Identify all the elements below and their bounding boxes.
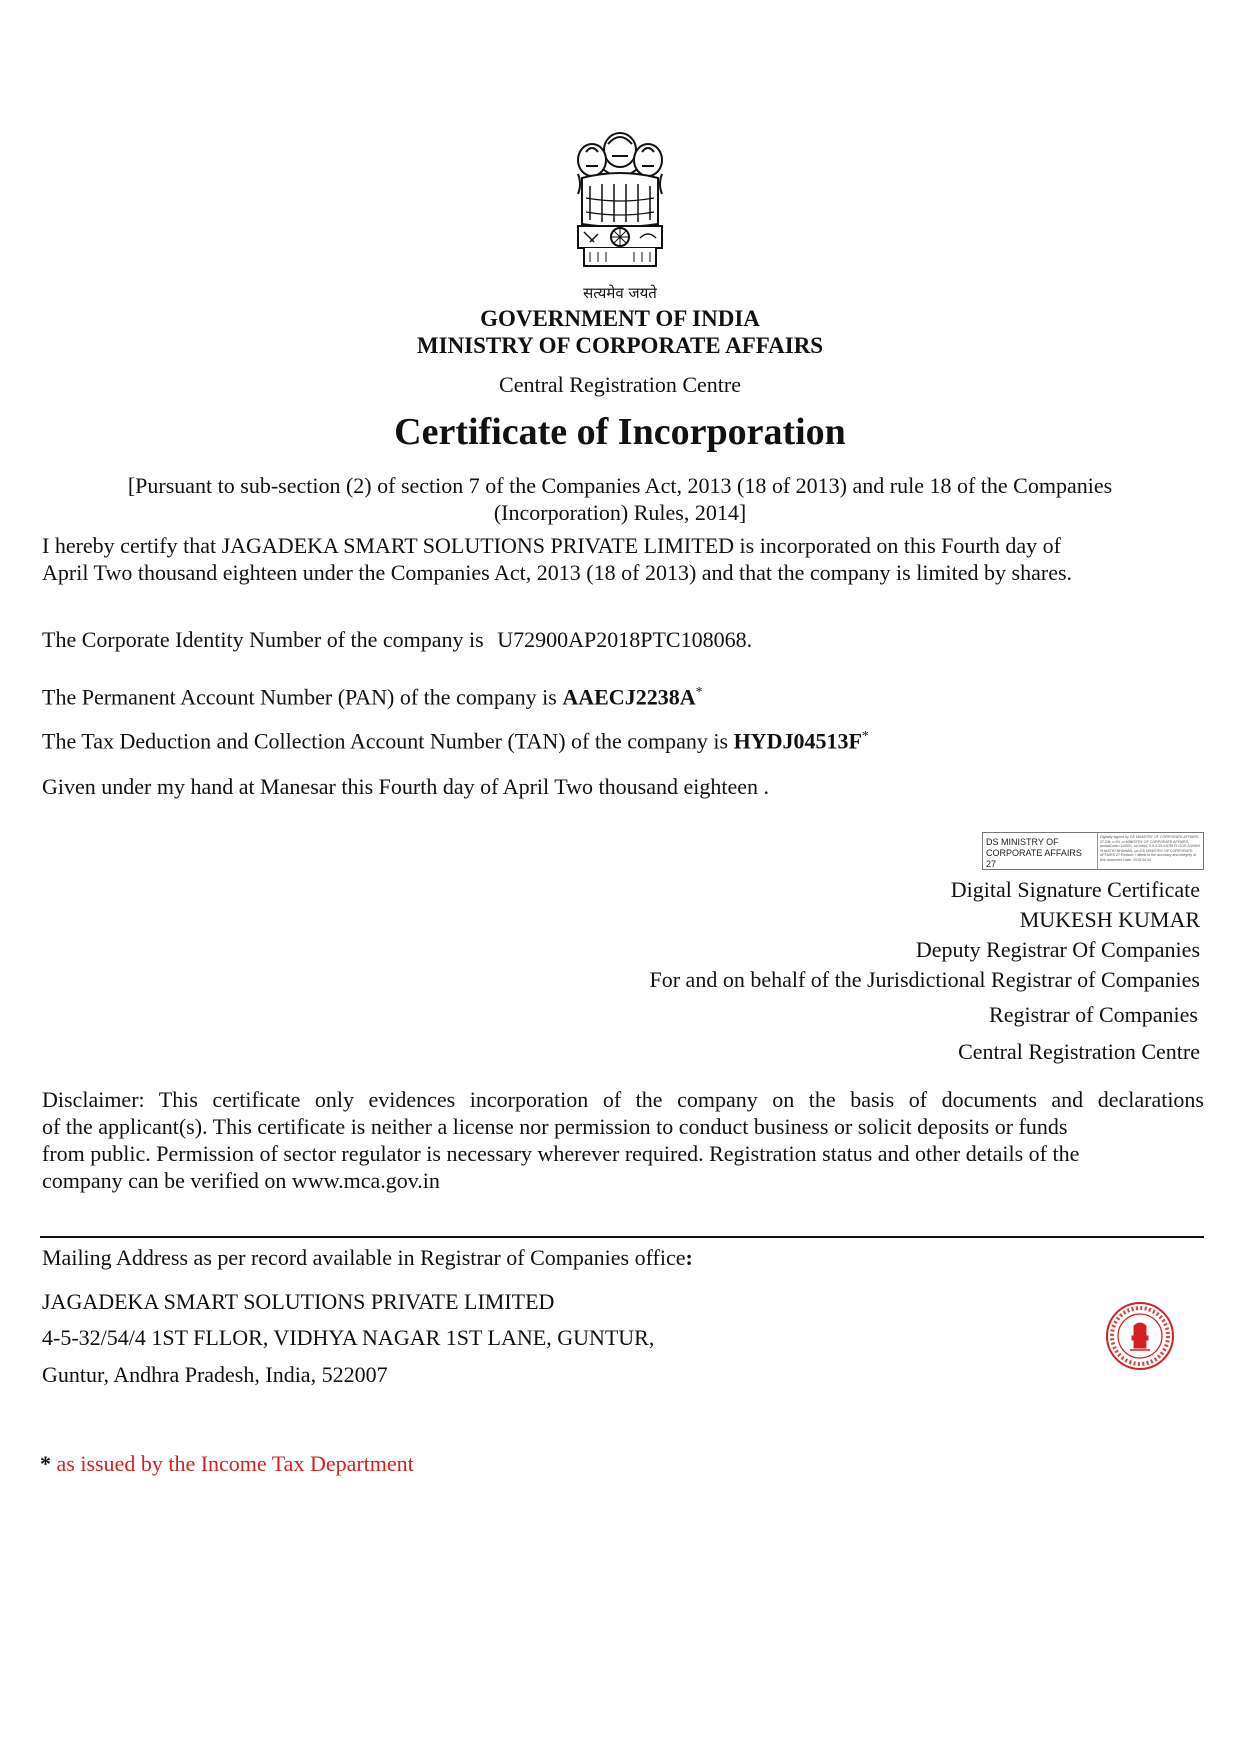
mailing-address-line-1: 4-5-32/54/4 1ST FLLOR, VIDHYA NAGAR 1ST LANE, GUNTUR, — [42, 1325, 655, 1350]
given-line: Given under my hand at Manesar this Fourth day of April Two thousand eighteen . — [42, 774, 769, 799]
mailing-address-line-2: Guntur, Andhra Pradesh, India, 522007 — [42, 1362, 388, 1387]
tan-value: HYDJ04513F — [733, 728, 862, 754]
digital-signature-stamp — [982, 832, 1204, 870]
centre-heading: Central Registration Centre — [499, 372, 741, 397]
pan-label: The Permanent Account Number (PAN) of the company is — [42, 684, 557, 710]
signature-name: MUKESH KUMAR — [1019, 907, 1200, 932]
ministry-seal — [1104, 1300, 1176, 1372]
pan-value: AAECJ2238A — [562, 684, 696, 710]
ministry-heading: MINISTRY OF CORPORATE AFFAIRS — [416, 333, 824, 358]
certify-line-1: I hereby certify that JAGADEKA SMART SOLUTIONS PRIVATE LIMITED is incorporated on this Fourth day of — [42, 533, 1061, 558]
signature-line-1: Digital Signature Certificate — [950, 877, 1200, 902]
cin-label: The Corporate Identity Number of the company is — [42, 627, 484, 652]
disclaimer — [42, 1086, 1204, 1194]
national-emblem-icon — [568, 126, 672, 276]
mailing-label-line — [42, 1244, 693, 1271]
ds-stamp-label: DS MINISTRY OF CORPORATE AFFAIRS 27 — [983, 833, 1098, 869]
tan-line — [42, 723, 869, 754]
signature-behalf: For and on behalf of the Jurisdictional Registrar of Companies — [649, 967, 1200, 992]
disclaimer-line-1: Disclaimer: This certificate only evidences incorporation of the company on the basis of documents and declarations — [42, 1087, 1204, 1112]
pursuant-line-2: (Incorporation) Rules, 2014] — [493, 500, 747, 525]
footnote-asterisk: * — [40, 1451, 51, 1476]
footnote — [40, 1451, 414, 1477]
mailing-company-name: JAGADEKA SMART SOLUTIONS PRIVATE LIMITED — [42, 1289, 555, 1314]
disclaimer-line-3: from public. Permission of sector regulator is necessary wherever required. Registration status and other details of the — [42, 1141, 1080, 1166]
pursuant-line-1: [Pursuant to sub-section (2) of section 7 of the Companies Act, 2013 (18 of 2013) and rule 18 of the Companies — [127, 473, 1113, 498]
footnote-text: as issued by the Income Tax Department — [56, 1451, 414, 1476]
signature-centre: Central Registration Centre — [958, 1039, 1200, 1064]
pan-asterisk: * — [695, 685, 703, 700]
tan-asterisk: * — [861, 729, 869, 744]
mailing-colon: : — [685, 1245, 693, 1270]
disclaimer-line-4: company can be verified on www.mca.gov.in — [42, 1168, 440, 1193]
cin-value: U72900AP2018PTC108068. — [497, 627, 753, 652]
disclaimer-line-2: of the applicant(s). This certificate is neither a license nor permission to conduct business or solicit deposits or funds — [42, 1114, 1068, 1139]
emblem-motto: सत्यमेव जयते — [583, 284, 657, 302]
signature-designation: Deputy Registrar Of Companies — [915, 937, 1200, 962]
tan-label: The Tax Deduction and Collection Account Number (TAN) of the company is — [42, 728, 729, 754]
government-heading: GOVERNMENT OF INDIA — [480, 306, 760, 331]
ds-stamp-details: Digitally signed by DS MINISTRY OF CORPORATE AFFAIRS 27 DN: c=IN, o=MINISTRY OF CORPORATE AFFAIRS, postalCode=110001, st=Delhi, 2.5.4.20=f1f7f5 FLOOR A WING SHASTRI BHAWAN, cn=DS MINISTRY OF CORPORATE AFFAIRS 27 Reason: I attest to the accuracy and integrity of this document Date: 2018.04.04 — [1100, 835, 1201, 862]
signature-registrar: Registrar of Companies — [989, 1002, 1198, 1027]
certificate-title: Certificate of Incorporation — [394, 411, 846, 453]
pan-line — [42, 679, 703, 710]
cin-line — [42, 626, 752, 653]
mailing-label: Mailing Address as per record available in Registrar of Companies office — [42, 1245, 686, 1270]
certify-line-2: April Two thousand eighteen under the Companies Act, 2013 (18 of 2013) and that the company is limited by shares. — [42, 560, 1073, 585]
section-divider — [40, 1236, 1204, 1238]
national-emblem — [568, 126, 672, 302]
ministry-seal-icon — [1104, 1300, 1176, 1372]
